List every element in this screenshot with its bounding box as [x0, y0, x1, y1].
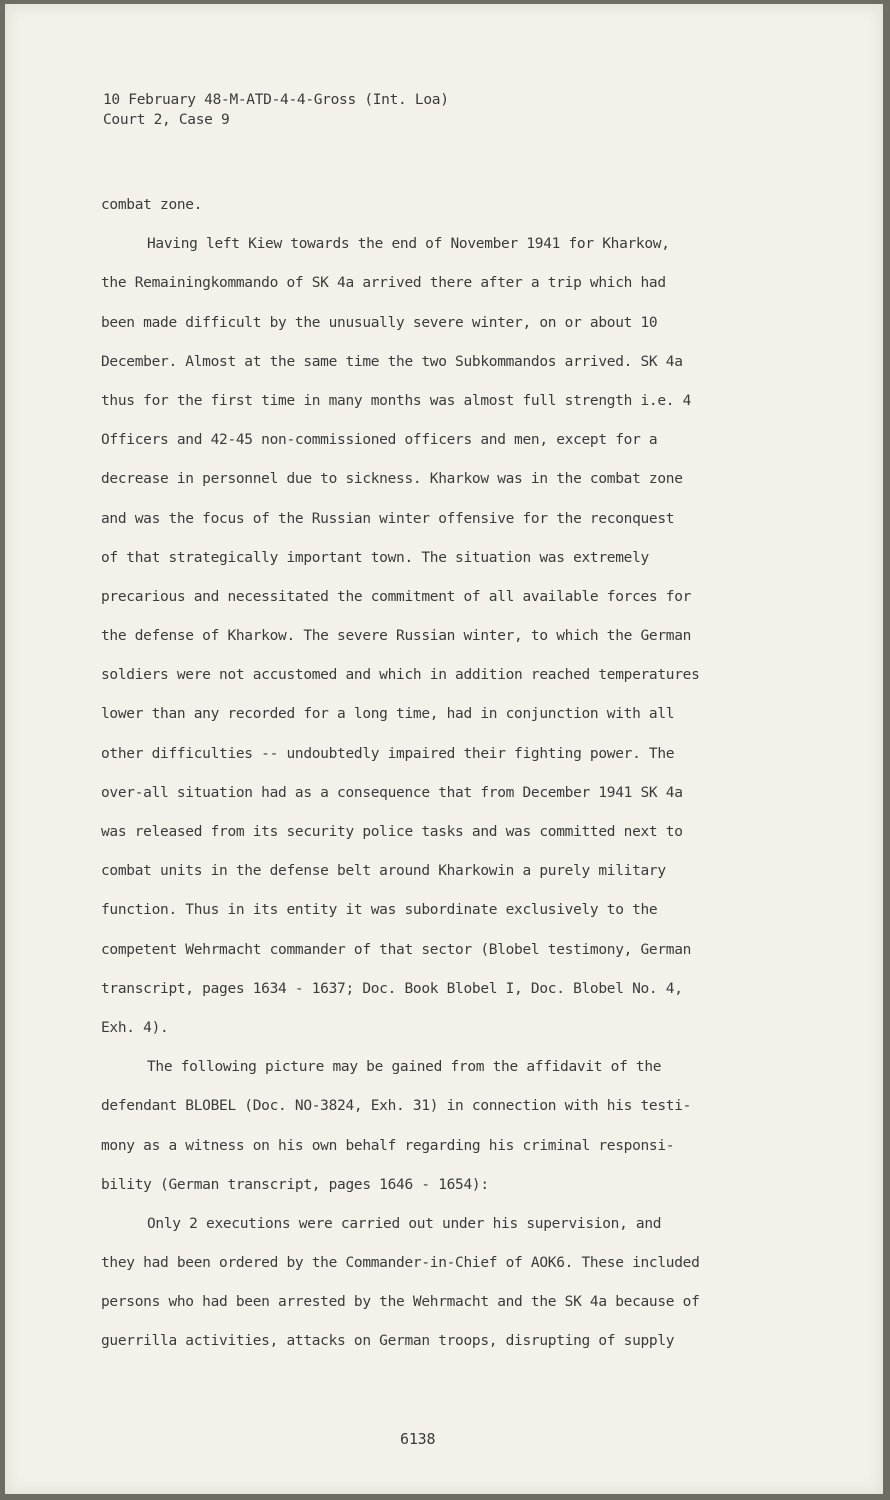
text-line: and was the focus of the Russian winter offensive for the reconquest [101, 510, 675, 527]
header-court-case: Court 2, Case 9 [103, 112, 230, 128]
page-number: 6138 [400, 1430, 436, 1448]
text-line: Officers and 42-45 non-commissioned officers and men, except for a [101, 432, 658, 449]
text-line: guerrilla activities, attacks on German troops, disrupting of supply [101, 1333, 675, 1350]
document-page [5, 4, 883, 1494]
text-line: transcript, pages 1634 - 1637; Doc. Book Blobel I, Doc. Blobel No. 4, [101, 980, 683, 997]
text-line: they had been ordered by the Commander-in-Chief of AOK6. These included [101, 1255, 700, 1272]
text-line: the defense of Kharkow. The severe Russian winter, to which the German [101, 628, 692, 645]
text-line: persons who had been arrested by the Wehrmacht and the SK 4a because of [101, 1294, 700, 1311]
text-line: Only 2 executions were carried out under his supervision, and [147, 1215, 662, 1232]
text-line: function. Thus in its entity it was subordinate exclusively to the [101, 902, 658, 919]
text-line: soldiers were not accustomed and which in addition reached temperatures [101, 667, 700, 684]
text-line: Having left Kiew towards the end of November 1941 for Kharkow, [147, 236, 670, 253]
text-line: combat zone. [101, 197, 203, 213]
document-header [103, 90, 449, 130]
text-line: been made difficult by the unusually severe winter, on or about 10 [101, 314, 658, 331]
text-line: precarious and necessitated the commitment of all available forces for [101, 588, 692, 605]
text-line: competent Wehrmacht commander of that sector (Blobel testimony, German [101, 941, 692, 958]
text-line: defendant BLOBEL (Doc. NO-3824, Exh. 31) in connection with his testi- [101, 1098, 692, 1115]
text-line: combat units in the defense belt around Kharkowin a purely military [101, 863, 666, 880]
text-line: decrease in personnel due to sickness. Kharkow was in the combat zone [101, 471, 683, 488]
text-line: Exh. 4). [101, 1019, 169, 1036]
document-body [101, 186, 791, 1362]
text-line: was released from its security police tasks and was committed next to [101, 824, 683, 840]
text-line: other difficulties -- undoubtedly impaired their fighting power. The [101, 745, 675, 762]
text-line: the Remainingkommando of SK 4a arrived there after a trip which had [101, 275, 666, 292]
text-line: The following picture may be gained from the affidavit of the [147, 1059, 662, 1076]
text-line: of that strategically important town. The situation was extremely [101, 549, 649, 566]
text-line: lower than any recorded for a long time, had in conjunction with all [101, 706, 675, 723]
text-line: December. Almost at the same time the two Subkommandos arrived. SK 4a [101, 353, 683, 370]
text-line: over-all situation had as a consequence that from December 1941 SK 4a [101, 784, 683, 801]
header-date-reference: 10 February 48-M-ATD-4-4-Gross (Int. Loa) [103, 92, 449, 108]
text-line: thus for the first time in many months was almost full strength i.e. 4 [101, 392, 692, 409]
text-line: mony as a witness on his own behalf regarding his criminal responsi- [101, 1137, 675, 1154]
text-line: bility (German transcript, pages 1646 - 1654): [101, 1176, 489, 1193]
